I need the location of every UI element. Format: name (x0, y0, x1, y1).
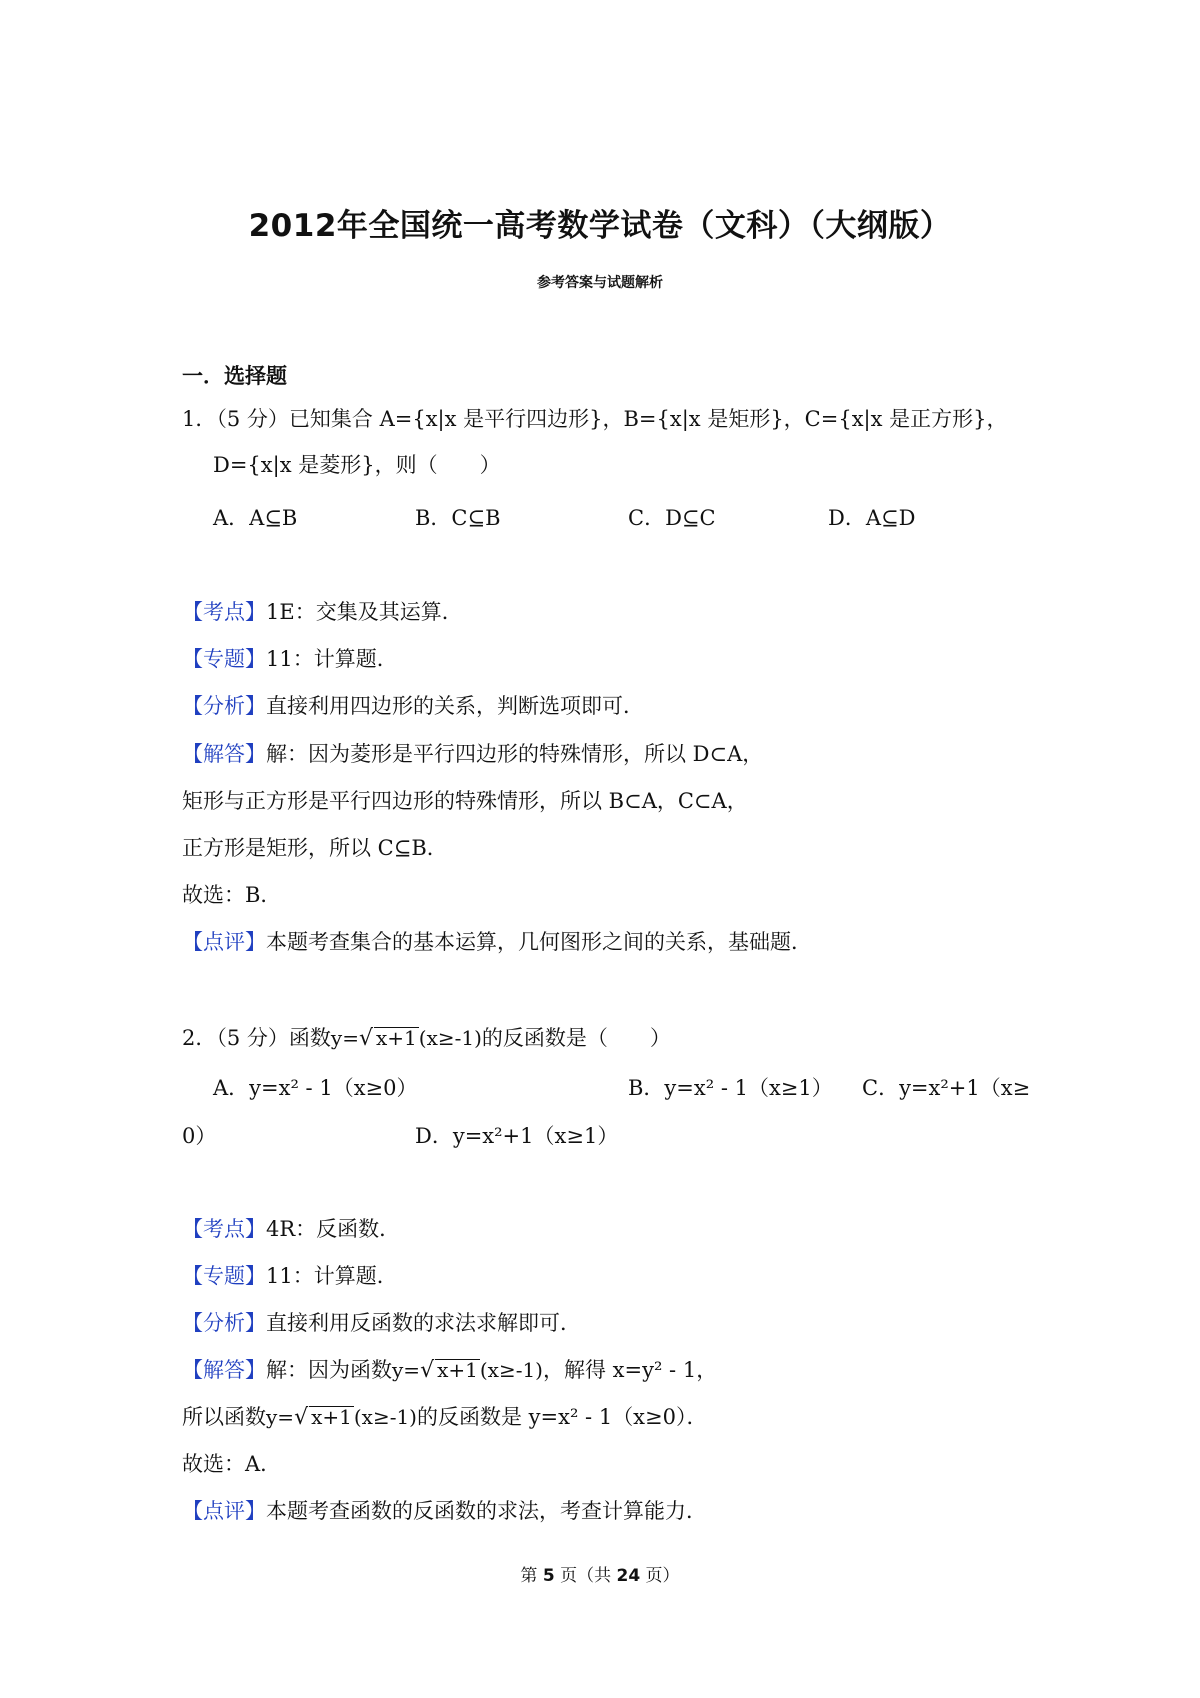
q1-jieda-line2: 矩形与正方形是平行四边形的特殊情形，所以 B⊂A，C⊂A， (182, 789, 748, 813)
q1-jieda-line3: 正方形是矩形，所以 C⊆B． (182, 836, 448, 860)
q2-fenxi: 【分析】直接利用反函数的求法求解即可． (182, 1311, 581, 1335)
q1-stem-line2: D={x|x 是菱形}，则（ ） (213, 453, 501, 477)
jieda-tag: 【解答】 (182, 742, 266, 766)
q1-option-a: A．A⊆B (213, 506, 298, 530)
fenxi-tag: 【分析】 (182, 694, 266, 718)
q2-kaodian: 【考点】4R：反函数． (182, 1217, 401, 1241)
dianping-tag: 【点评】 (182, 1499, 266, 1523)
q2-option-c: C．y=x²+1（x≥ (862, 1076, 1031, 1100)
q2-jieda-formula-2: y=√ x+1 (x≥-1) (266, 1405, 417, 1430)
page-subtitle: 参考答案与试题解析 (537, 275, 663, 291)
jieda-tag: 【解答】 (182, 1358, 266, 1382)
q1-jieda: 【解答】解：因为菱形是平行四边形的特殊情形，所以 D⊂A， (182, 742, 764, 766)
q1-zhuanti: 【专题】11：计算题． (182, 647, 398, 671)
q2-formula: y=√ x+1 (x≥-1) (330, 1026, 482, 1051)
q2-option-a: A．y=x² - 1（x≥0） (213, 1076, 418, 1100)
q2-stem: 2．（5 分）函数y=√ x+1 (x≥-1)的反函数是（ ） (182, 1026, 671, 1051)
q1-dianping: 【点评】本题考查集合的基本运算，几何图形之间的关系，基础题． (182, 930, 812, 954)
q2-option-d: D．y=x²+1（x≥1） (415, 1124, 619, 1148)
section-heading: 一．选择题 (182, 364, 287, 388)
total-page-count: 24 (616, 1566, 641, 1586)
q2-dianping: 【点评】本题考查函数的反函数的求法，考查计算能力． (182, 1499, 707, 1523)
q2-option-b: B．y=x² - 1（x≥1） (628, 1076, 833, 1100)
q1-option-b: B．C⊆B (415, 506, 501, 530)
q1-option-c: C．D⊆C (628, 506, 716, 530)
dianping-tag: 【点评】 (182, 930, 266, 954)
q2-jieda-line2: 所以函数y=√ x+1 (x≥-1)的反函数是 y=x² - 1（x≥0）． (182, 1405, 708, 1430)
q2-jieda-formula: y=√ x+1 (x≥-1) (392, 1358, 543, 1383)
zhuanti-tag: 【专题】 (182, 1264, 266, 1288)
page-footer: 第 5 页（共 24 页） (520, 1566, 680, 1586)
q2-jieda: 【解答】解：因为函数y=√ x+1 (x≥-1)，解得 x=y² - 1， (182, 1358, 718, 1383)
q2-answer: 故选：A． (182, 1452, 282, 1476)
page-title: 2012年全国统一高考数学试卷（文科）（大纲版） (248, 208, 952, 244)
q1-answer: 故选：B． (182, 883, 282, 907)
q2-option-c-cont: 0） (182, 1124, 217, 1148)
q2-zhuanti: 【专题】11：计算题． (182, 1264, 398, 1288)
kaodian-tag: 【考点】 (182, 1217, 266, 1241)
zhuanti-tag: 【专题】 (182, 647, 266, 671)
current-page-number: 5 (542, 1566, 555, 1586)
q1-fenxi: 【分析】直接利用四边形的关系，判断选项即可． (182, 694, 644, 718)
kaodian-tag: 【考点】 (182, 600, 266, 624)
fenxi-tag: 【分析】 (182, 1311, 266, 1335)
q1-kaodian: 【考点】1E：交集及其运算． (182, 600, 463, 624)
q1-stem-line1: 1．（5 分）已知集合 A={x|x 是平行四边形}，B={x|x 是矩形}，C={x|x 是正方形}， (182, 407, 1008, 431)
q1-option-d: D．A⊆D (828, 506, 916, 530)
